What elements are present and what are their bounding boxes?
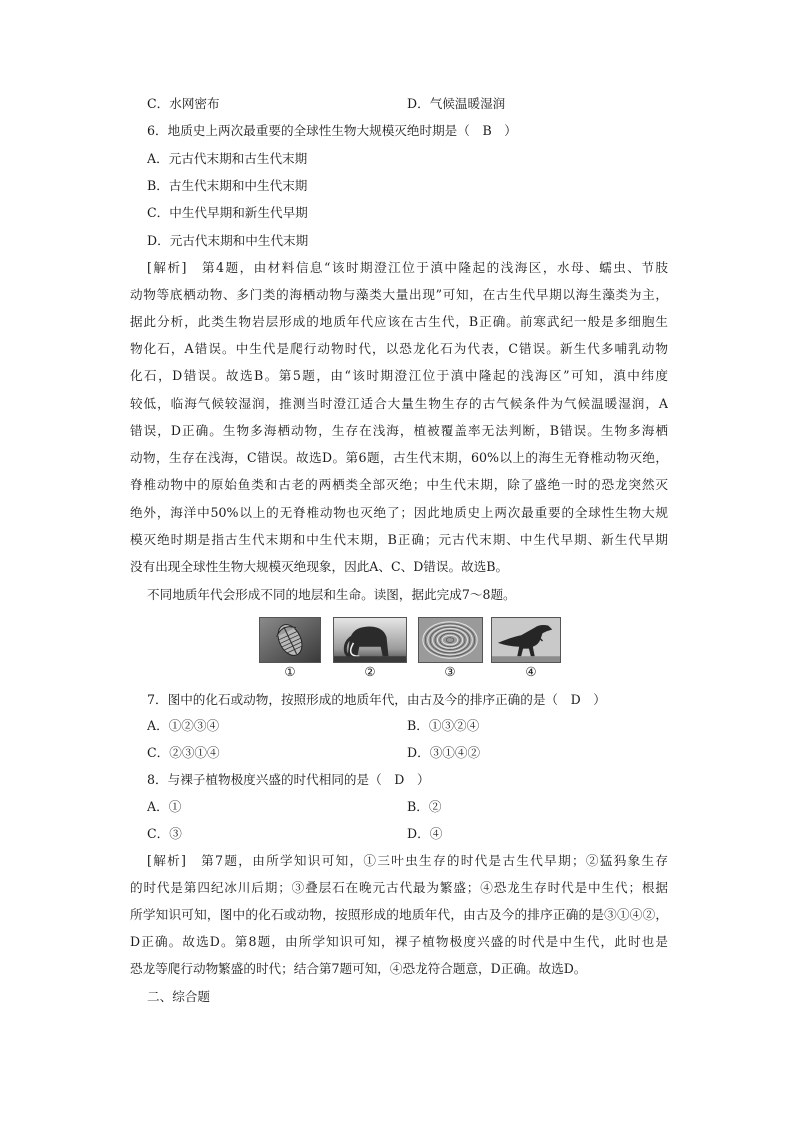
analysis-line: D正确。故选D。第8题，由所学知识可知，裸子植物极度兴盛的时代是中生代，此时也是: [130, 934, 668, 949]
question-7-option-b: B．①③②④: [407, 718, 480, 733]
analysis-line: [解析] 第7题，由所学知识可知，①三叶虫生存的时代是古生代早期；②猛犸象生存: [147, 853, 668, 868]
section-heading: 二、综合题: [147, 989, 210, 1004]
question-8-stem: 8．与裸子植物极度兴盛的时代相同的是（ D ）: [147, 772, 430, 787]
analysis-line: 动物，生存在浅海，C错误。故选D。第6题，古生代末期，60%以上的海生无脊椎动物灭绝，: [130, 450, 668, 465]
question-6-option-b: B．古生代末期和中生代末期: [147, 178, 308, 193]
question-6-option-d: D．元古代末期和中生代末期: [147, 233, 309, 248]
analysis-line: 较低，临海气候较湿润，推测当时澄江适合大量生物生存的古气候条件为气候温暖湿润，A: [130, 396, 668, 411]
analysis-line: [解析] 第4题，由材料信息“该时期澄江位于滇中隆起的浅海区，水母、蠕虫、节肢: [147, 260, 668, 275]
question-8-option-d: D．④: [407, 826, 443, 841]
option-c: C．水网密布: [147, 96, 220, 111]
trilobite-fossil-image: [259, 617, 321, 663]
question-8-option-a: A．①: [147, 799, 182, 814]
question-7-option-a: A．①②③④: [147, 718, 220, 733]
analysis-line: 模灭绝时期是指古生代末期和中生代末期，B正确；元古代末期、中生代早期、新生代早期: [130, 532, 668, 547]
analysis-line: 绝外，海洋中50%以上的无脊椎动物也灭绝了；因此地质史上两次最重要的全球性生物大规: [130, 505, 668, 520]
figure-label-1: ①: [284, 664, 296, 679]
analysis-line: 没有出现全球性生物大规模灭绝现象，因此A、C、D错误。故选B。: [130, 559, 509, 574]
analysis-line: 错误，D正确。生物多海栖动物，生存在浅海，植被覆盖率无法判断，B错误。生物多海栖: [130, 423, 668, 438]
question-7-option-d: D．③①④②: [407, 745, 481, 760]
analysis-line: 恐龙等爬行动物繁盛的时代；结合第7题可知，④恐龙符合题意，D正确。故选D。: [130, 961, 587, 976]
analysis-line: 所学知识可知，图中的化石或动物，按照形成的地质年代，由古及今的排序正确的是③①④②，: [130, 907, 668, 922]
analysis-line: 的时代是第四纪冰川后期；③叠层石在晚元古代最为繁盛；④恐龙生存时代是中生代；根据: [130, 880, 668, 895]
stromatolite-image: [418, 617, 483, 663]
analysis-line: 物化石，A错误。中生代是爬行动物时代，以恐龙化石为代表，C错误。新生代多哺乳动物: [130, 341, 668, 356]
dinosaur-image: [491, 617, 561, 663]
analysis-line: 据此分析，此类生物岩层形成的地质年代应该在古生代，B正确。前寒武纪一般是多细胞生: [130, 314, 668, 329]
question-8-option-b: B．②: [407, 799, 442, 814]
figure-label-4: ④: [525, 664, 537, 679]
figure-intro: 不同地质年代会形成不同的地层和生命。读图，据此完成7～8题。: [147, 587, 516, 602]
figure-label-3: ③: [444, 664, 456, 679]
question-6-option-c: C．中生代早期和新生代早期: [147, 205, 308, 220]
question-8-option-c: C．③: [147, 826, 182, 841]
analysis-line: 动物等底栖动物、多门类的海栖动物与藻类大量出现”可知，在古生代早期以海生藻类为主，: [130, 287, 668, 302]
mammoth-image: [333, 617, 407, 663]
question-6-option-a: A．元古代末期和古生代末期: [147, 151, 308, 166]
question-6-stem: 6．地质史上两次最重要的全球性生物大规模灭绝时期是（ B ）: [147, 123, 517, 138]
question-7-option-c: C．②③①④: [147, 745, 220, 760]
figure-label-2: ②: [364, 664, 376, 679]
question-7-stem: 7．图中的化石或动物，按照形成的地质年代，由古及今的排序正确的是（ D ）: [147, 692, 606, 707]
analysis-line: 脊椎动物中的原始鱼类和古老的两栖类全部灭绝；中生代末期，除了盛绝一时的恐龙突然灭: [130, 477, 668, 492]
option-d: D．气候温暖湿润: [407, 96, 506, 111]
analysis-line: 化石，D错误。故选B。第5题，由“该时期澄江位于滇中隆起的浅海区”可知，滇中纬度: [130, 368, 668, 383]
